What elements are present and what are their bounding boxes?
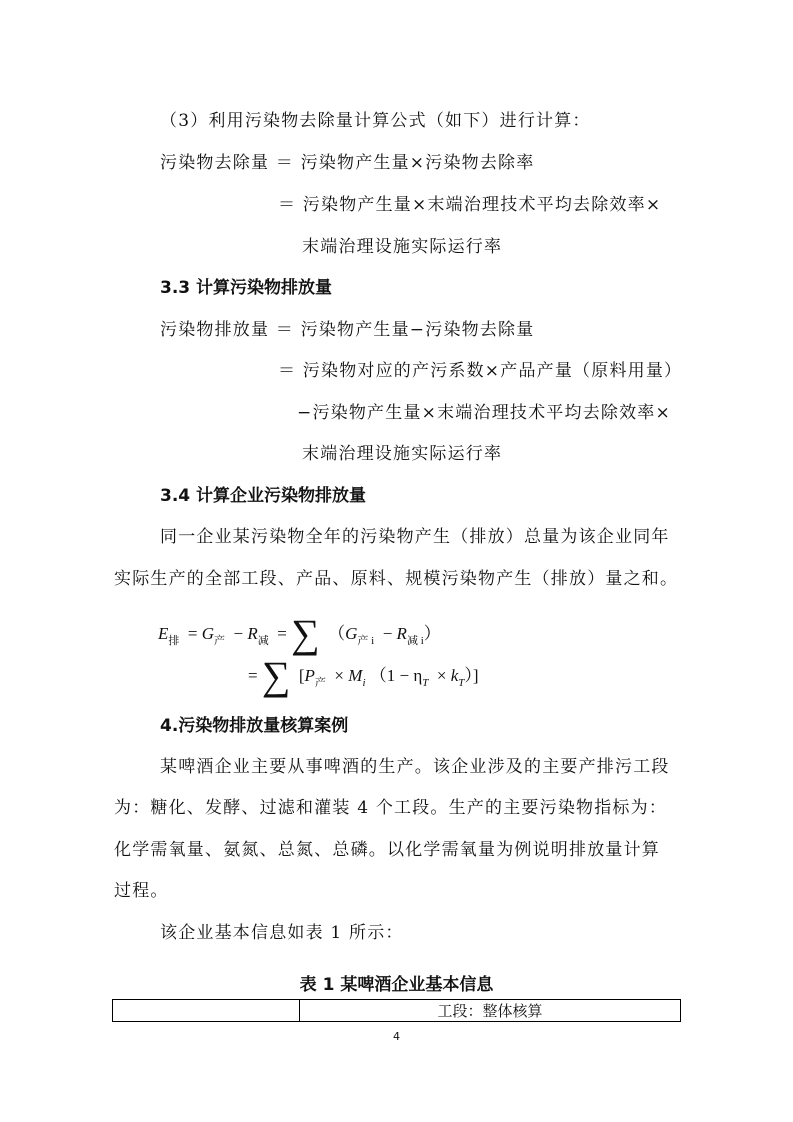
paragraph-1-line-1: 同一企业某污染物全年的污染物产生（排放）总量为该企业同年 <box>160 527 670 547</box>
emission-formula-4: 末端治理设施实际运行率 <box>302 444 503 464</box>
emission-formula-2: ＝ 污染物对应的产污系数×产品产量（原料用量） <box>278 361 683 381</box>
paragraph-3: 该企业基本信息如表 1 所示： <box>160 923 404 943</box>
table-row <box>113 1000 681 1022</box>
page-number: 4 <box>393 1030 400 1043</box>
table-cell-segment: 工段：整体核算 <box>300 1000 681 1022</box>
paragraph-2-line-1: 某啤酒企业主要从事啤酒的生产。该企业涉及的主要产排污工段 <box>160 757 670 777</box>
section-3-4-heading: 3.4 计算企业污染物排放量 <box>160 486 367 506</box>
removal-formula-3: 末端治理设施实际运行率 <box>302 237 503 257</box>
removal-formula-1: 污染物去除量 ＝ 污染物产生量×污染物去除率 <box>160 153 535 173</box>
sum-symbol-2: ∑ <box>261 653 291 698</box>
paragraph-1-line-2: 实际生产的全部工段、产品、原料、规模污染物产生（排放）量之和。 <box>114 569 679 589</box>
emission-formula-1: 污染物排放量 ＝ 污染物产生量−污染物去除量 <box>160 320 535 340</box>
paragraph-2-line-2: 为：糖化、发酵、过滤和灌装 4 个工段。生产的主要污染物指标为： <box>114 798 668 818</box>
table-1 <box>112 999 681 1022</box>
sum-symbol: ∑ <box>291 611 320 656</box>
table-1-caption: 表 1 某啤酒企业基本信息 <box>299 975 494 995</box>
total-emission-formula-line-1: $E_排 = G_产 - R_减$ = ∑ $(G_{产 i} - R_{减 i})$ <box>158 611 441 656</box>
calc-step-3: （3）利用污染物去除量计算公式（如下）进行计算： <box>160 111 591 131</box>
paragraph-2-line-4: 过程。 <box>114 881 169 901</box>
removal-formula-2: ＝ 污染物产生量×末端治理技术平均去除效率× <box>278 195 662 215</box>
total-emission-formula-line-2: = ∑ [$P_产 \times M_i$ $(1 - \eta_T \times k_T)$] <box>248 653 479 698</box>
paragraph-2-line-3: 化学需氧量、氨氮、总氮、总磷。以化学需氧量为例说明排放量计算 <box>114 840 660 860</box>
section-3-3-heading: 3.3 计算污染物排放量 <box>160 278 333 298</box>
table-cell-left <box>113 1000 300 1022</box>
section-4-heading: 4.污染物排放量核算案例 <box>160 716 349 736</box>
emission-formula-3: −污染物产生量×末端治理技术平均去除效率× <box>297 403 671 423</box>
